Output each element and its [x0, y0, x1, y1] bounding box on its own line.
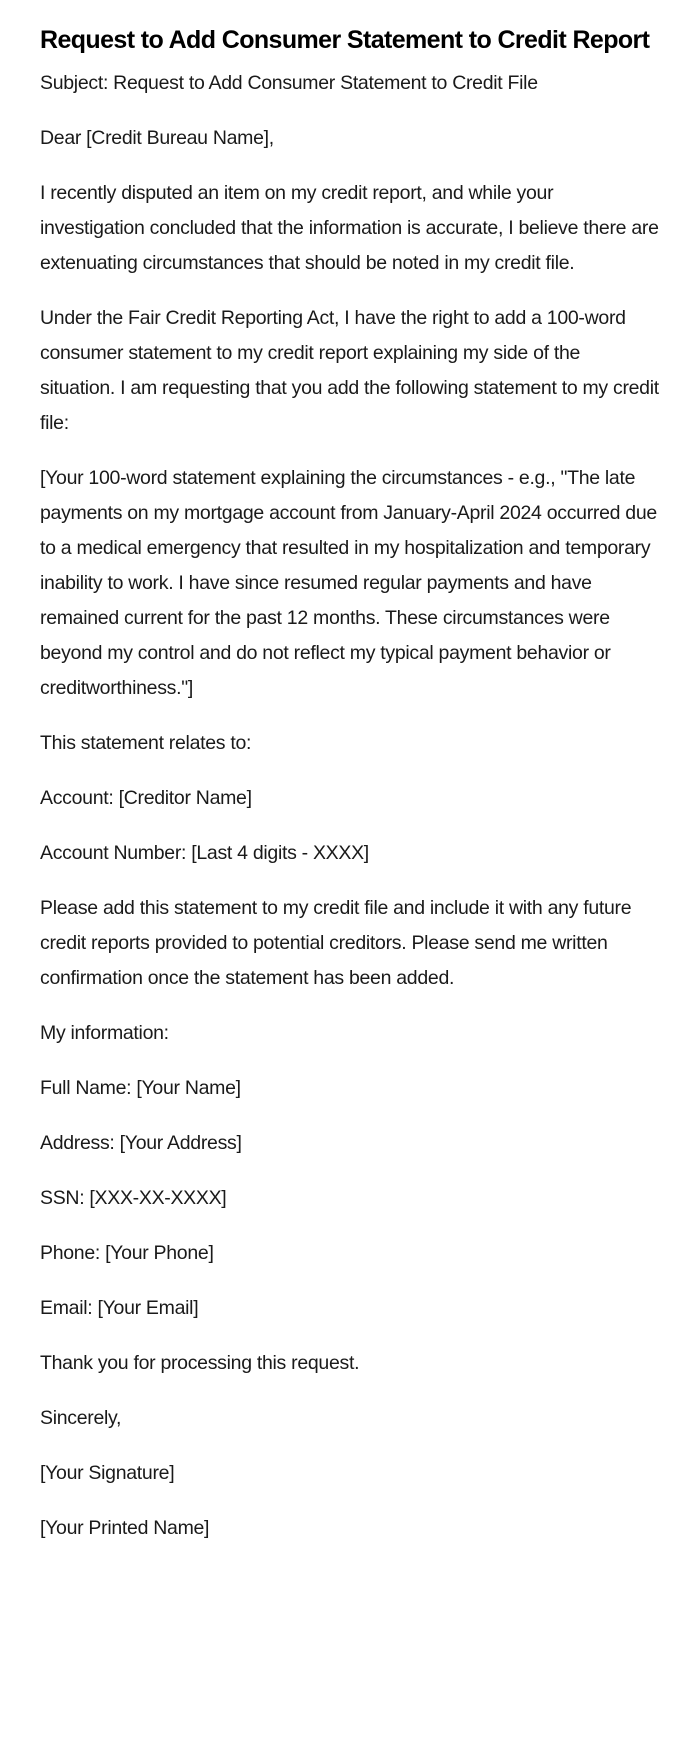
account-line: Account: [Creditor Name]: [40, 787, 252, 809]
full-name-line: Full Name: [Your Name]: [40, 1077, 241, 1099]
phone-line: Phone: [Your Phone]: [40, 1242, 214, 1264]
salutation: Dear [Credit Bureau Name],: [40, 127, 274, 149]
closing: Sincerely,: [40, 1407, 122, 1429]
account-number-line: Account Number: [Last 4 digits - XXXX]: [40, 842, 369, 864]
subject-line: Subject: Request to Add Consumer Statement to Credit File: [40, 72, 538, 94]
address-line: Address: [Your Address]: [40, 1132, 242, 1154]
intro-paragraph: I recently disputed an item on my credit report, and while your investigation concluded that the information is accurate, I believe there are extenuating circumstances that should be noted in my credit file.: [40, 182, 659, 274]
relates-to-label: This statement relates to:: [40, 732, 252, 754]
request-paragraph: Please add this statement to my credit file and include it with any future credit reports provided to potential creditors. Please send me written confirmation once the statement has been added.: [40, 897, 632, 989]
thank-you-line: Thank you for processing this request.: [40, 1352, 360, 1374]
signature-placeholder: [Your Signature]: [40, 1462, 175, 1484]
fcra-paragraph: Under the Fair Credit Reporting Act, I have the right to add a 100-word consumer statement to my credit report explaining my side of the situation. I am requesting that you add the following statement to my credit file:: [40, 307, 659, 434]
printed-name-placeholder: [Your Printed Name]: [40, 1517, 210, 1539]
my-information-label: My information:: [40, 1022, 169, 1044]
document-title: Request to Add Consumer Statement to Credit Report: [40, 26, 650, 54]
ssn-line: SSN: [XXX-XX-XXXX]: [40, 1187, 227, 1209]
statement-paragraph: [Your 100-word statement explaining the circumstances - e.g., "The late payments on my mortgage account from January-April 2024 occurred due to a medical emergency that resulted in my hospitalization and temporary inability to work. I have since resumed regular payments and have remained current for the past 12 months. These circumstances were beyond my control and do not reflect my typical payment behavior or creditworthiness."]: [40, 467, 657, 699]
email-line: Email: [Your Email]: [40, 1297, 199, 1319]
